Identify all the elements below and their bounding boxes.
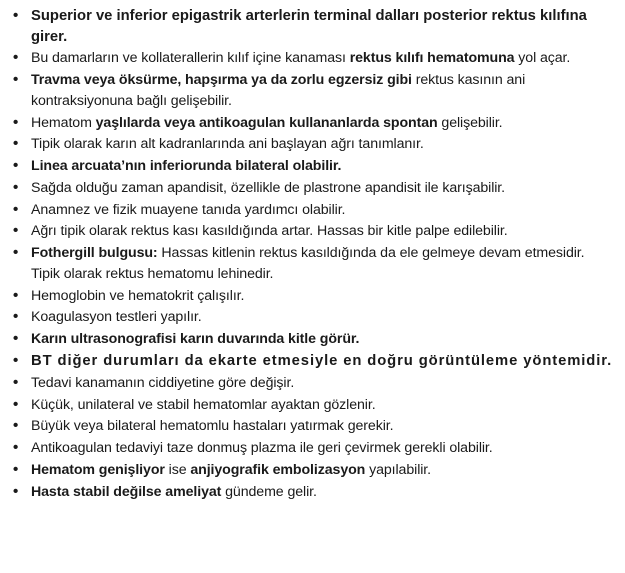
text-regular: Hemoglobin ve hematokrit çalışılır. — [31, 287, 245, 304]
text-regular: ise — [164, 461, 191, 478]
text-bold: Superior ve inferior epigastrik arterlerin terminal dalları posterior rektus kılıfına girer. — [31, 8, 587, 45]
text-regular: Küçük, unilateral ve stabil hematomlar ayaktan gözlenir. — [31, 396, 376, 413]
list-item — [20, 395, 615, 416]
text-bold: Linea arcuata’nın inferiorunda bilateral olabilir. — [31, 158, 342, 175]
text-bold: yaşlılarda veya antikoagulan kullananlarda spontan — [95, 114, 438, 131]
list-item — [20, 156, 615, 177]
text-bold: Travma veya öksürme, hapşırma ya da zorlu egzersiz gibi — [31, 72, 412, 89]
list-item — [20, 482, 615, 503]
list-item — [20, 416, 615, 437]
text-regular: rektus kasının ani kontraksiyonuna bağlı gelişebilir. — [31, 72, 526, 109]
list-item — [20, 178, 615, 199]
list-item — [20, 221, 615, 242]
text-regular: Hematom — [31, 114, 96, 131]
text-regular: yapılabilir. — [365, 461, 431, 478]
text-regular: gündeme gelir. — [221, 483, 317, 500]
list-item — [20, 373, 615, 394]
text-regular: Ağrı tipik olarak rektus kası kasıldığında artar. Hassas bir kitle palpe edilebilir. — [31, 223, 508, 240]
text-regular: yol açar. — [514, 50, 571, 67]
list-item — [20, 200, 615, 221]
text-bold: Karın ultrasonografisi karın duvarında kitle görür. — [31, 331, 360, 348]
text-regular: Tipik olarak karın alt kadranlarında ani başlayan ağrı tanımlanır. — [31, 136, 424, 153]
text-bold: Hasta stabil değilse ameliyat — [31, 483, 222, 500]
text-regular: Büyük veya bilateral hematomlu hastaları yatırmak gerekir. — [31, 418, 394, 435]
text-regular: Sağda olduğu zaman apandisit, özellikle de plastrone apandisit ile karışabilir. — [31, 179, 505, 196]
text-bold: anjiyografik embolizasyon — [190, 461, 366, 478]
text-bold: BT diğer durumları da ekarte etmesiyle en doğru görüntüleme yöntemidir. — [31, 352, 613, 369]
list-item — [20, 243, 615, 284]
list-item — [20, 286, 615, 307]
list-item — [20, 460, 615, 481]
list-item — [20, 351, 615, 372]
text-regular: Antikoagulan tedaviyi taze donmuş plazma ile geri çevirmek gerekli olabilir. — [31, 440, 493, 457]
list-item — [20, 329, 615, 350]
list-item — [20, 307, 615, 328]
list-item — [20, 70, 615, 111]
text-regular: Koagulasyon testleri yapılır. — [31, 309, 202, 326]
text-regular: gelişebilir. — [437, 114, 503, 131]
list-item — [20, 6, 615, 47]
text-regular: Anamnez ve fizik muayene tanıda yardımcı olabilir. — [31, 201, 346, 218]
list-item — [20, 438, 615, 459]
list-item — [20, 113, 615, 134]
text-bold: Fothergill bulgusu: — [31, 245, 158, 262]
text-regular: Hassas kitlenin rektus kasıldığında da ele gelmeye devam etmesidir. Tipik olarak rektus hematomu lehinedir. — [31, 245, 585, 282]
text-regular: Bu damarların ve kollaterallerin kılıf içine kanaması — [31, 50, 350, 67]
text-regular: Tedavi kanamanın ciddiyetine göre değişir. — [31, 374, 295, 391]
list-item — [20, 134, 615, 155]
list-item — [20, 48, 615, 69]
text-bold: rektus kılıfı hematomuna — [349, 50, 515, 67]
text-bold: Hematom genişliyor — [31, 461, 165, 478]
